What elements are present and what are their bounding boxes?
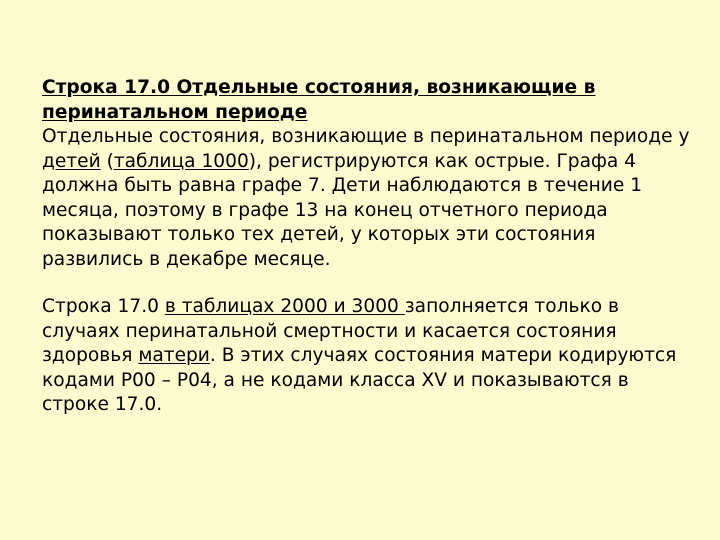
paragraph-1-text-a: Отдельные состояния, возникающие в перинатальном периоде у [42,126,690,147]
table-1000-underlined-text: таблица 1000 [113,150,249,172]
mother-underlined-text: матери [138,345,210,366]
slide-heading: Строка 17.0 Отдельные состояния, возникающие в перинатальном периоде [42,77,596,123]
paragraph-2 [42,295,692,418]
paragraph-2-text-b: заполняется только в случаях перинатальной смертности и касается состояния здоровья [42,296,619,366]
paragraph-2-text-a: Строка 17.0 [42,296,165,317]
tables-2000-3000-underlined-text: в таблицах 2000 и 3000 [164,296,405,317]
slide-content [42,76,692,418]
children-underlined-text: детей [42,150,101,172]
paragraph-1-text-b: ( [100,150,114,172]
paragraph-2-text-c: . В этих случаях состояния матери кодируются кодами Р00 – Р04, а не кодами класса XV и показываются в строке 17.0. [42,345,677,415]
paragraph-1 [42,125,692,272]
paragraph-1-text-c: ), регистрируются как острые. Графа 4 должна быть равна графе 7. Дети наблюдаются в течение 1 месяца, поэтому в графе 13 на конец отчетного периода показывают только тех детей, у которых эти состояния развились в декабре месяце. [42,150,643,270]
